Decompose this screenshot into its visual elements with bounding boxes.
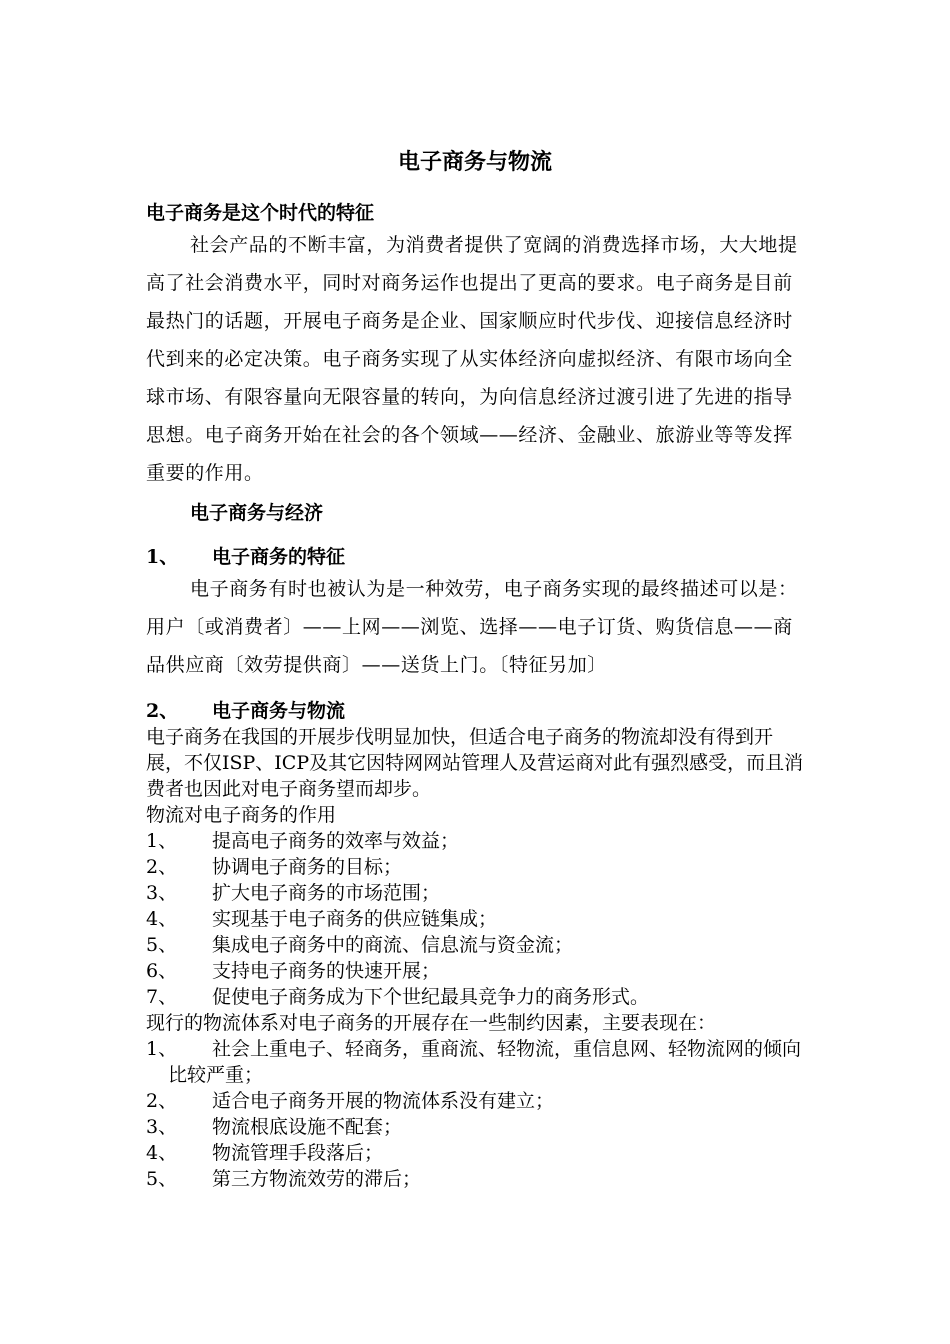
item1-heading-row <box>146 544 806 570</box>
list-item-number: 6、 <box>146 960 178 982</box>
list-item-text: 集成电子商务中的商流、信息流与资金流； <box>212 934 574 956</box>
list-item <box>146 984 806 1010</box>
item1-heading: 电子商务的特征 <box>212 546 346 568</box>
document-body <box>146 200 806 1192</box>
list-item-number: 3、 <box>146 1116 178 1138</box>
document-title: 电子商务与物流 <box>397 149 552 175</box>
list-item-text: 物流管理手段落后； <box>212 1142 384 1164</box>
list-item-number: 3、 <box>146 882 178 904</box>
list-item-number: 7、 <box>146 986 178 1008</box>
list-item <box>146 1140 806 1166</box>
list-item-text: 适合电子商务开展的物流体系没有建立； <box>212 1090 555 1112</box>
item1-paragraph: 电子商务有时也被认为是一种效劳，电子商务实现的最终描述可以是：用户〔或消费者〕——上网——浏览、选择——电子订货、购货信息——商品供应商〔效劳提供商〕——送货上门。〔特征另加〕 <box>146 578 798 676</box>
roles-heading: 物流对电子商务的作用 <box>146 804 337 826</box>
list-item-text: 支持电子商务的快速开展； <box>212 960 441 982</box>
list-item-text: 物流根底设施不配套； <box>212 1116 403 1138</box>
list-item <box>146 828 806 854</box>
constraints-list <box>146 1036 806 1192</box>
list-item-text: 实现基于电子商务的供应链集成； <box>212 908 498 930</box>
list-item-text: 协调电子商务的目标； <box>212 856 403 878</box>
roles-list <box>146 828 806 1010</box>
list-item <box>146 1166 806 1192</box>
list-item-text: 社会上重电子、轻商务，重商流、轻物流，重信息网、轻物流网的倾向比较严重； <box>168 1038 802 1086</box>
section2-heading: 电子商务与经济 <box>190 502 324 524</box>
item2-heading-row <box>146 698 806 724</box>
section1-heading: 电子商务是这个时代的特征 <box>146 202 375 224</box>
list-item <box>146 906 806 932</box>
list-item <box>146 932 806 958</box>
constraints-heading: 现行的物流体系对电子商务的开展存在一些制约因素，主要表现在： <box>146 1012 717 1034</box>
list-item-text: 扩大电子商务的市场范围； <box>212 882 441 904</box>
list-item-text: 促使电子商务成为下个世纪最具竞争力的商务形式。 <box>212 986 650 1008</box>
list-item <box>146 1036 806 1088</box>
list-item-text: 第三方物流效劳的滞后； <box>212 1168 422 1190</box>
list-item-number: 1、 <box>146 1038 178 1060</box>
item2-heading: 电子商务与物流 <box>212 700 346 722</box>
list-item-number: 2、 <box>146 1090 178 1112</box>
item1-number: 1、 <box>146 546 179 568</box>
list-item <box>146 1088 806 1114</box>
section1-paragraph: 社会产品的不断丰富，为消费者提供了宽阔的消费选择市场，大大地提高了社会消费水平，同时对商务运作也提出了更高的要求。电子商务是目前最热门的话题，开展电子商务是企业、国家顺应时代步伐、迎接信息经济时代到来的必定决策。电子商务实现了从实体经济向虚拟经济、有限市场向全球市场、有限容量向无限容量的转向，为向信息经济过渡引进了先进的指导思想。电子商务开始在社会的各个领域——经济、金融业、旅游业等等发挥重要的作用。 <box>146 234 798 484</box>
list-item-number: 5、 <box>146 934 178 956</box>
list-item <box>146 880 806 906</box>
list-item-number: 5、 <box>146 1168 178 1190</box>
item2-number: 2、 <box>146 700 179 722</box>
list-item-text: 提高电子商务的效率与效益； <box>212 830 460 852</box>
list-item <box>146 854 806 880</box>
list-item-number: 4、 <box>146 1142 178 1164</box>
list-item <box>146 958 806 984</box>
item2-paragraph: 电子商务在我国的开展步伐明显加快，但适合电子商务的物流却没有得到开展，不仅ISP、ICP及其它因特网网站管理人及营运商对此有强烈感受，而且消费者也因此对电子商务望而却步。 <box>146 726 804 800</box>
list-item <box>146 1114 806 1140</box>
list-item-number: 4、 <box>146 908 178 930</box>
list-item-number: 2、 <box>146 856 178 878</box>
list-item-number: 1、 <box>146 830 178 852</box>
